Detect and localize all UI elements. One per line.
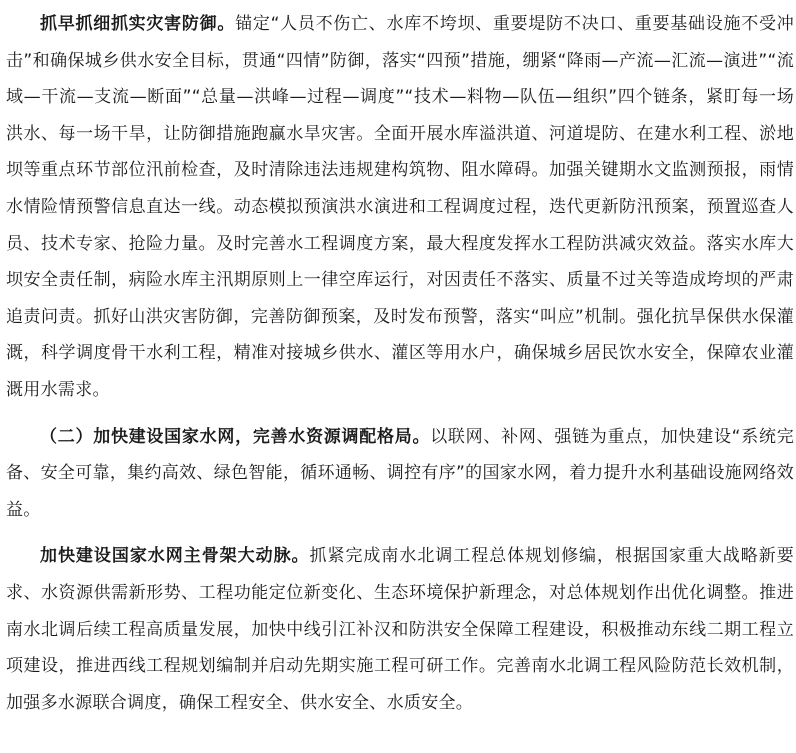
section-heading: （二）加快建设国家水网，完善水资源调配格局。: [40, 426, 431, 447]
paragraph-south-north-diversion: [6, 538, 794, 721]
paragraph-disaster-prevention: [6, 6, 794, 409]
paragraph-body: 锚定“人员不伤亡、水库不垮坝、重要堤防不决口、重要基础设施不受冲击”和确保城乡供水安全目标，贯通“四情”防御，落实“四预”措施，绷紧“降雨—产流—汇流—演进”“流域—干流—支流—断面”“总量—洪峰—过程—调度”“技术—料物—队伍—组织”四个链条，紧盯每一场洪水、每一场干旱，让防御措施跑赢水旱灾害。全面开展水库溢洪道、河道堤防、在建水利工程、淤地坝等重点环节部位汛前检查，及时清除违法违规建构筑物、阻水障碍。加强关键期水文监测预报，雨情水情险情预警信息直达一线。动态模拟预演洪水演进和工程调度过程，迭代更新防汛预案，预置巡查人员、技术专家、抢险力量。及时完善水工程调度方案，最大程度发挥水工程防洪减灾效益。落实水库大坝安全责任制，病险水库主汛期原则上一律空库运行，对因责任不落实、质量不过关等造成垮坝的严肃追责问责。抓好山洪灾害防御，完善防御预案，及时发布预警，落实“叫应”机制。强化抗旱保供水保灌溉，科学调度骨干水利工程，精准对接城乡供水、灌区等用水户，确保城乡居民饮水安全，保障农业灌溉用水需求。: [6, 14, 794, 400]
paragraph-national-water-network: [6, 419, 794, 529]
paragraph-body: 以联网、补网、强链为重点，加快建设“系统完备、安全可靠，集约高效、绿色智能，循环通畅、调控有序”的国家水网，着力提升水利基础设施网络效益。: [6, 426, 794, 520]
paragraph-lead: 加快建设国家水网主骨架大动脉。: [40, 546, 310, 567]
paragraph-body: 抓紧完成南水北调工程总体规划修编，根据国家重大战略新要求、水资源供需新形势、工程功能定位新变化、生态环境保护新理念，对总体规划作出优化调整。推进南水北调后续工程高质量发展，加快中线引江补汉和防洪安全保障工程建设，积极推动东线二期工程立项建设，推进西线工程规划编制并启动先期实施工程可研工作。完善南水北调工程风险防范长效机制，加强多水源联合调度，确保工程安全、供水安全、水质安全。: [6, 546, 794, 713]
paragraph-lead: 抓早抓细抓实灾害防御。: [40, 14, 236, 34]
